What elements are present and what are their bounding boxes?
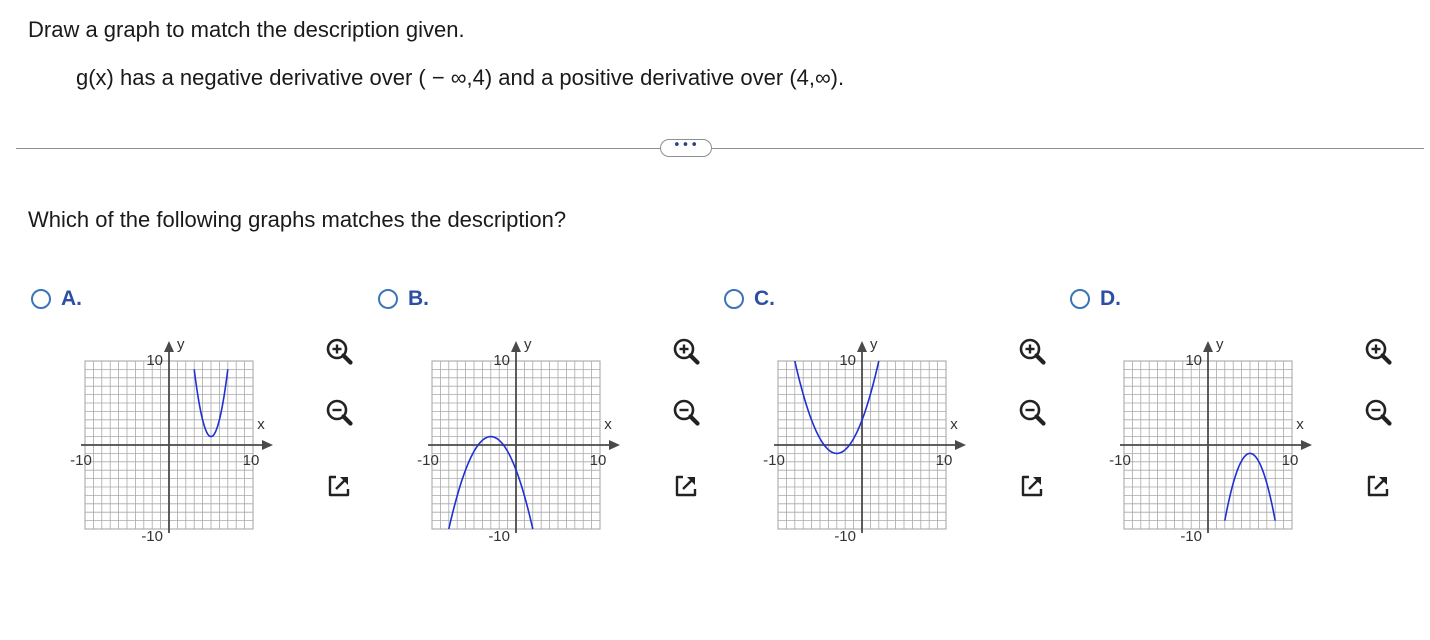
y-min-label: -10 [488, 528, 510, 545]
instruction-text: Draw a graph to match the description given. [28, 17, 465, 42]
popout-icon [321, 468, 357, 504]
option-d[interactable] [1070, 282, 1410, 582]
zoom-in-icon [321, 334, 357, 370]
option-selector[interactable] [31, 287, 82, 311]
x-axis-arrow [955, 440, 966, 450]
graph-c [724, 328, 1004, 568]
option-selector[interactable] [378, 287, 429, 311]
x-axis-arrow [262, 440, 273, 450]
option-letter: A. [61, 287, 82, 310]
zoom-out-icon [1014, 395, 1050, 431]
x-min-label: -10 [417, 452, 439, 469]
y-min-label: -10 [141, 528, 163, 545]
zoom-out-icon [668, 395, 704, 431]
zoom-in-button[interactable] [321, 334, 357, 370]
y-axis-arrow [164, 341, 174, 352]
option-letter: C. [754, 287, 775, 310]
graph-b [378, 328, 658, 568]
zoom-in-button[interactable] [668, 334, 704, 370]
y-axis-arrow [857, 341, 867, 352]
zoom-out-button[interactable] [1014, 395, 1050, 431]
option-a[interactable] [31, 282, 371, 582]
y-max-label: 10 [146, 352, 163, 369]
x-axis-arrow [1301, 440, 1312, 450]
graph-d [1070, 328, 1350, 568]
graph-a [31, 328, 311, 568]
y-min-label: -10 [834, 528, 856, 545]
zoom-out-button[interactable] [1360, 395, 1396, 431]
x-axis-label: x [257, 416, 265, 433]
radio-button[interactable] [724, 289, 744, 309]
option-letter: B. [408, 287, 429, 310]
zoom-in-icon [668, 334, 704, 370]
option-selector[interactable] [724, 287, 775, 311]
x-max-label: 10 [935, 452, 953, 469]
zoom-out-button[interactable] [321, 395, 357, 431]
x-min-label: -10 [70, 452, 92, 469]
y-axis-arrow [511, 341, 521, 352]
question-text: Which of the following graphs matches the description? [28, 207, 567, 232]
x-max-label: 10 [1281, 452, 1299, 469]
zoom-out-icon [1360, 395, 1396, 431]
popout-button[interactable] [1360, 468, 1396, 504]
option-selector[interactable] [1070, 287, 1121, 311]
zoom-in-icon [1360, 334, 1396, 370]
y-axis-label: y [177, 336, 185, 353]
x-axis-label: x [604, 416, 612, 433]
popout-button[interactable] [1014, 468, 1050, 504]
x-min-label: -10 [1109, 452, 1131, 469]
y-axis-label: y [524, 336, 532, 353]
option-b[interactable] [378, 282, 718, 582]
y-max-label: 10 [493, 352, 510, 369]
radio-button[interactable] [378, 289, 398, 309]
zoom-in-button[interactable] [1014, 334, 1050, 370]
y-axis-arrow [1203, 341, 1213, 352]
option-c[interactable] [724, 282, 1064, 582]
zoom-out-icon [321, 395, 357, 431]
x-axis-label: x [1296, 416, 1304, 433]
x-max-label: 10 [589, 452, 607, 469]
popout-button[interactable] [668, 468, 704, 504]
problem-description: g(x) has a negative derivative over ( − ∞,4) and a positive derivative over (4,∞). [76, 65, 845, 90]
show-more-button[interactable]: ••• [660, 139, 712, 157]
zoom-out-button[interactable] [668, 395, 704, 431]
x-axis-arrow [609, 440, 620, 450]
y-axis-label: y [870, 336, 878, 353]
y-max-label: 10 [839, 352, 856, 369]
x-max-label: 10 [242, 452, 260, 469]
radio-button[interactable] [31, 289, 51, 309]
zoom-in-button[interactable] [1360, 334, 1396, 370]
x-axis-label: x [950, 416, 958, 433]
y-max-label: 10 [1185, 352, 1202, 369]
popout-icon [668, 468, 704, 504]
y-axis-label: y [1216, 336, 1224, 353]
option-letter: D. [1100, 287, 1121, 310]
radio-button[interactable] [1070, 289, 1090, 309]
popout-icon [1360, 468, 1396, 504]
zoom-in-icon [1014, 334, 1050, 370]
section-divider [16, 148, 1424, 149]
y-min-label: -10 [1180, 528, 1202, 545]
popout-icon [1014, 468, 1050, 504]
x-min-label: -10 [763, 452, 785, 469]
popout-button[interactable] [321, 468, 357, 504]
